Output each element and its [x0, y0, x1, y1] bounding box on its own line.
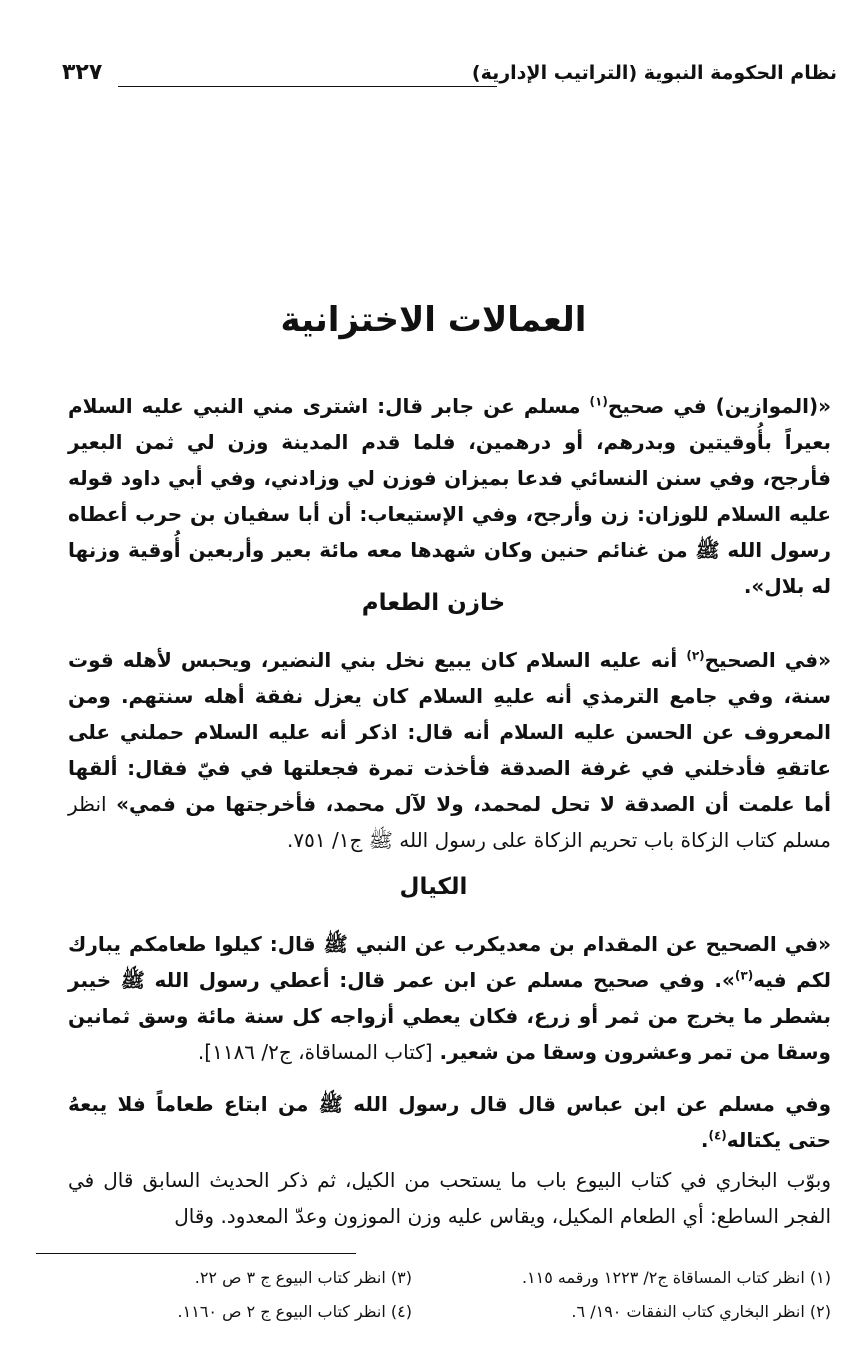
footnote-ref-2: (٢): [686, 648, 705, 663]
footnote-ref-4: (٤): [708, 1128, 727, 1143]
footnote-2: (٢) انظر البخاري كتاب النفقات ١٩٠/ ٦.: [571, 1302, 831, 1321]
text: أنه عليه السلام كان يبيع نخل بني النضير، ويحبس لأهله قوت سنة، وفي جامع الترمذي أنه عليهِ السلام كان يعزل نفقة أهله سنتهم. ومن المعروف عن الحسن عليه السلام أنه قال: اذكر أنه عليه السلام حملني على عاتقهِ فأدخلني في غرفة الصدقة فأخذت تمرة فجعلتها في فيّ فقال: ألقها أما علمت أن الصدقة لا تحل لمحمد، ولا لآل محمد، فأخرجتها من فمي»: [68, 648, 831, 816]
footnote-ref-1: (١): [589, 394, 608, 409]
paragraph-bukhari: وبوّب البخاري في كتاب البيوع باب ما يستحب من الكيل، ثم ذكر الحديث السابق قال في الفجر الساطع: أي الطعام المكيل، ويقاس عليه وزن الموزون وعدّ المعدود. وقال: [68, 1168, 831, 1228]
running-header: [62, 58, 837, 98]
text: مسلم عن جابر قال: اشترى مني النبي عليه السلام بعيراً بأُوقيتين وبدرهم، أو درهمين، فلما قدم المدينة وزن لي ثمن البعير فأرجح، وفي سنن النسائي فدعا بميزان فوزن لي وزادني، وفي أبي داود قوله عليه السلام للوزان: زن وأرجح، وفي الإستيعاب: أن أبا سفيان بن حرب أعطاه رسول الله ﷺ من غنائم حنين وكان شهدها معه مائة بعير وأربعين أُوقية وزنها له بلال».: [68, 394, 831, 598]
footnote-4: (٤) انظر كتاب البيوع ج ٢ ص ١١٦٠.: [177, 1302, 412, 1321]
footnote-ref-3: (٣): [734, 968, 754, 983]
heading-food-keeper: خازن الطعام: [361, 590, 506, 616]
text: «في الصحيح: [704, 648, 832, 672]
footnote-3: (٣) انظر كتاب البيوع ج ٣ ص ٢٢.: [194, 1268, 412, 1287]
footnote-rule: [36, 1253, 356, 1254]
heading-measurer: الكيال: [399, 874, 468, 900]
source-note: انظر مسلم كتاب الزكاة باب تحريم الزكاة على رسول الله ﷺ ج١/ ٧٥١.: [68, 792, 831, 852]
text: وفي مسلم عن ابن عباس قال قال رسول الله ﷺ من ابتاع طعاماً فلا يبعهُ حتى يكتاله: [68, 1092, 831, 1152]
paragraph-measurer: [68, 926, 831, 1070]
paragraph-scales: [68, 388, 831, 604]
text: «في الصحيح عن المقدام بن معديكرب عن النبي ﷺ قال: كيلوا طعامكم يبارك لكم فيه: [68, 932, 831, 992]
source-note: [كتاب المساقاة، ج٢/ ١١٨٦].: [197, 1040, 433, 1064]
book-title: نظام الحكومة النبوية (التراتيب الإدارية): [471, 62, 837, 84]
text: ». وفي صحيح مسلم عن ابن عمر قال: أعطي رسول الله ﷺ خيبر بشطر ما يخرج من ثمر أو زرع، فكان يعطي أزواجه كل سنة مائة وسق ثمانين وسقا من تمر وعشرون وسقا من شعير.: [68, 968, 831, 1064]
page-number: ٣٢٧: [62, 60, 103, 85]
text: .: [700, 1128, 709, 1152]
paragraph-ibn-abbas: [68, 1086, 831, 1158]
header-rule: [118, 86, 497, 87]
text: «(الموازين) في صحيح: [607, 394, 832, 418]
footnote-1: (١) انظر كتاب المساقاة ج٢/ ١٢٢٣ ورقمه ١١٥.: [521, 1268, 831, 1287]
chapter-title: العمالات الاختزانية: [280, 300, 587, 340]
paragraph-food-keeper: [68, 642, 831, 858]
